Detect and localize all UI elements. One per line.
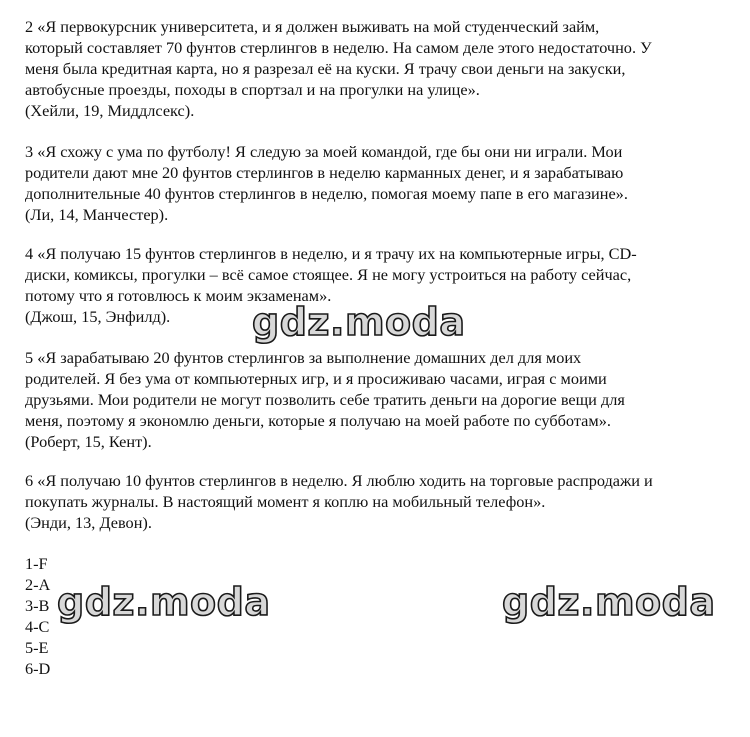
text-line: меня была кредитная карта, но я разрезал её на куски. Я трачу свои деньги на закуски, [25, 59, 626, 78]
text-line: родители дают мне 20 фунтов стерлингов в неделю карманных денег, и я зарабатываю [25, 163, 624, 182]
text-line: потому что я готовлюсь к моим экзаменам». [25, 286, 332, 305]
paragraph-6 [25, 470, 730, 533]
text-line: 5 «Я зарабатываю 20 фунтов стерлингов за выполнение домашних дел для моих [25, 348, 582, 367]
text-line: (Джош, 15, Энфилд). [25, 307, 171, 326]
answer-key [25, 553, 50, 679]
text-line: который составляет 70 фунтов стерлингов в неделю. На самом деле этого недостаточно. У [25, 38, 652, 57]
text-line: (Хейли, 19, Миддлсекс). [25, 101, 195, 120]
watermark-logo: gdz.moda [57, 580, 271, 624]
answer-item: 5-E [25, 638, 49, 657]
text-line: (Энди, 13, Девон). [25, 513, 152, 532]
text-line: 2 «Я первокурсник университета, и я должен выживать на мой студенческий займ, [25, 17, 600, 36]
answer-item: 6-D [25, 659, 51, 678]
text-line: 6 «Я получаю 10 фунтов стерлингов в неделю. Я люблю ходить на торговые распродажи и [25, 471, 653, 490]
answer-item: 2-A [25, 575, 51, 594]
text-line: родителей. Я без ума от компьютерных игр, и я просиживаю часами, играя с моими [25, 369, 607, 388]
paragraph-5 [25, 347, 730, 452]
watermark-logo: gdz.moda [502, 580, 716, 624]
text-line: (Ли, 14, Манчестер). [25, 205, 169, 224]
paragraph-3 [25, 141, 730, 225]
text-line: диски, комиксы, прогулки – всё самое стоящее. Я не могу устроиться на работу сейчас, [25, 265, 632, 284]
text-line: 3 «Я схожу с ума по футболу! Я следую за моей командой, где бы они ни играли. Мои [25, 142, 623, 161]
watermark-logo: gdz.moda [252, 300, 466, 344]
text-line: меня, поэтому я экономлю деньги, которые я получаю на моей работе по субботам». [25, 411, 611, 430]
answer-item: 3-B [25, 596, 50, 615]
text-line: покупать журналы. В настоящий момент я коплю на мобильный телефон». [25, 492, 546, 511]
text-line: (Роберт, 15, Кент). [25, 432, 152, 451]
text-line: дополнительные 40 фунтов стерлингов в неделю, помогая моему папе в его магазине». [25, 184, 628, 203]
text-line: 4 «Я получаю 15 фунтов стерлингов в неделю, и я трачу их на компьютерные игры, CD- [25, 244, 637, 263]
text-line: автобусные проезды, походы в спортзал и на прогулки на улице». [25, 80, 480, 99]
paragraph-2 [25, 16, 730, 121]
text-line: друзьями. Мои родители не могут позволить себе тратить деньги на дорогие вещи для [25, 390, 625, 409]
answer-item: 4-C [25, 617, 50, 636]
answer-item: 1-F [25, 554, 48, 573]
